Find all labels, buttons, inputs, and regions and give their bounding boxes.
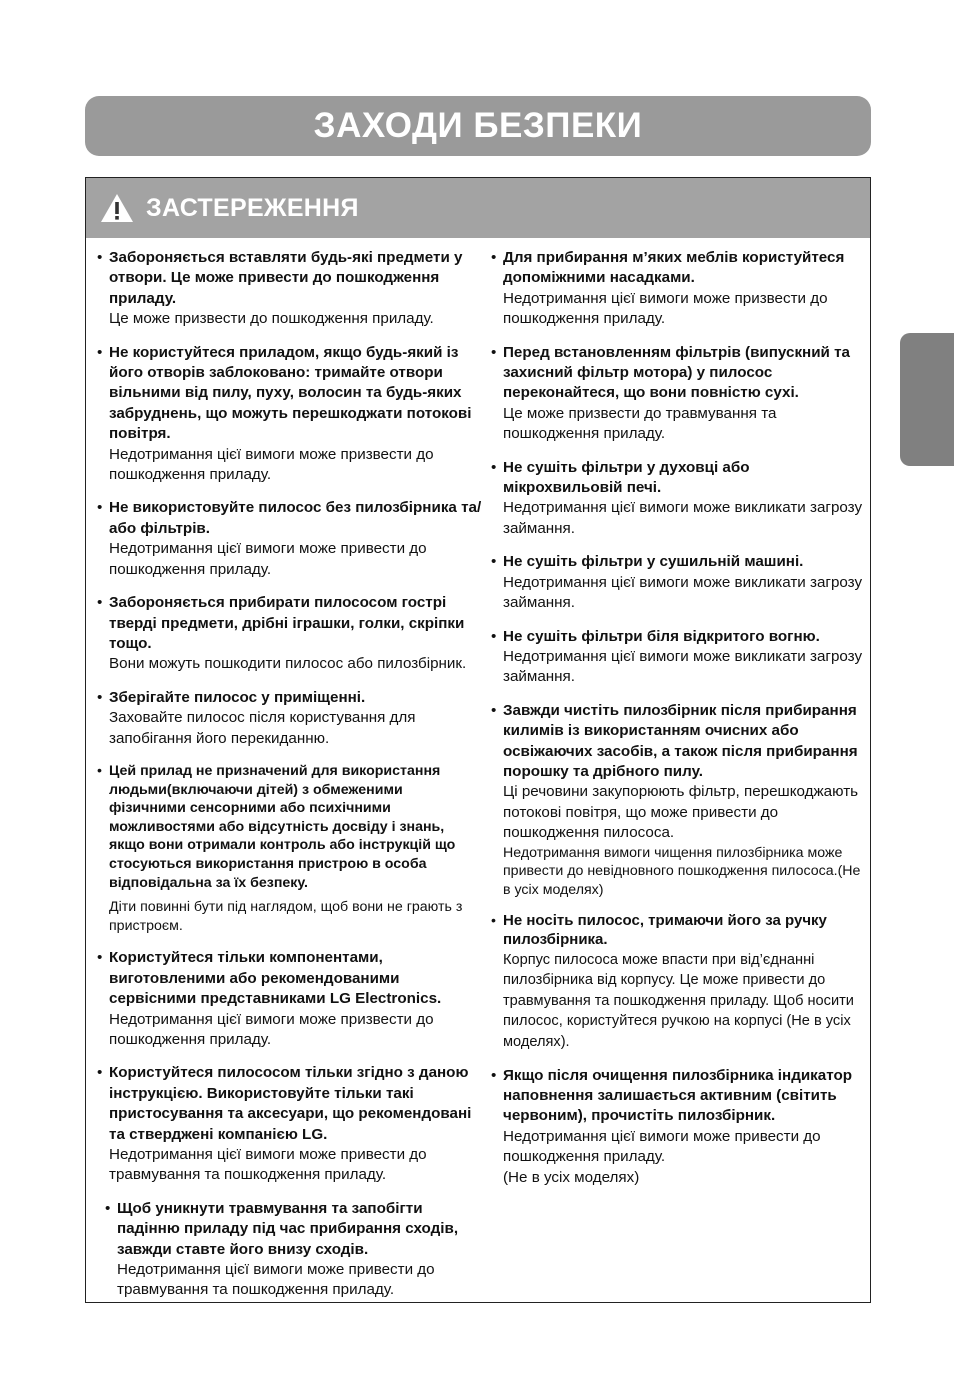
item-bold: • Для прибирання м’яких меблів користуйтеся допоміжними насадками. [503, 249, 845, 287]
item-text: (Не в усіх моделях) [503, 1168, 640, 1186]
list-item [97, 688, 482, 749]
item-bold: • Користуйтеся тільки компонентами, виготовленими або рекомендованими сервісними представниками LG Electronics. [109, 949, 442, 1008]
list-item [491, 701, 867, 900]
item-text: Недотримання цієї вимоги може привести до травмування та пошкодження приладу. [117, 1260, 435, 1299]
item-bold: • Не сушіть фільтри у сушильній машині. [503, 553, 804, 571]
item-bold: • Не користуйтеся приладом, якщо будь-який із його отворів заблоковано: тримайте отвори вільними від пилу, пуху, волосин та будь-яких забруднень, що можуть перешкоджати потокові повітря. [109, 343, 472, 443]
item-text: Це може призвести до травмування та пошкодження приладу. [503, 404, 777, 443]
item-bold: • Не носіть пилосос, тримаючи його за ручку пилозбірника. [503, 912, 827, 948]
section-title: ЗАСТЕРЕЖЕННЯ [146, 193, 359, 222]
item-text: Недотримання цієї вимоги може викликати загрозу займання. [503, 647, 863, 686]
item-bold: • Забороняється вставляти будь-які предмети у отвори. Це може привести до пошкодження приладу. [109, 249, 463, 307]
item-bold: • Забороняється прибирати пилососом гострі тверді предмети, дрібні іграшки, голки, скріпки тощо. [109, 594, 465, 652]
item-text: Недотримання цієї вимоги може призвести до пошкодження приладу. [503, 289, 828, 328]
item-text: Заховайте пилосос після користування для запобігання його перекиданню. [109, 709, 416, 747]
list-item [491, 458, 867, 540]
list-item [491, 1066, 867, 1188]
side-tab [900, 333, 954, 466]
item-text: Недотримання цієї вимоги може викликати загрозу займання. [503, 573, 863, 612]
item-text: Недотримання цієї вимоги може викликати загрозу займання. [503, 499, 863, 537]
list-item [97, 593, 482, 675]
list-item [491, 912, 867, 1052]
item-bold: • Користуйтеся пилососом тільки згідно з даною інструкцією. Використовуйте тільки такі пристосування та аксесуари, що рекомендовані та стверджені компанією LG. [109, 1064, 472, 1143]
right-column [491, 248, 867, 1201]
item-bold: • Перед встановленням фільтрів (випускний та захисний фільтр мотора) у пилосос переконайтеся, що вони повністю сухі. [503, 343, 850, 402]
item-text: Недотримання цієї вимоги може привести до пошкодження приладу. [109, 540, 427, 578]
item-text: Вони можуть пошкодити пилосос або пилозбірник. [109, 655, 467, 673]
page-title-bar [85, 96, 871, 156]
list-item [97, 343, 482, 486]
page-title: ЗАХОДИ БЕЗПЕКИ [313, 106, 643, 145]
list-item [491, 343, 867, 445]
item-bold: • Не сушіть фільтри у духовці або мікрохвильовій печі. [503, 458, 750, 497]
item-text: Недотримання цієї вимоги може призвести до пошкодження приладу. [109, 1010, 434, 1048]
left-column [97, 248, 482, 1314]
list-item [105, 1199, 482, 1301]
list-item [491, 552, 867, 613]
item-bold: • Щоб уникнути травмування та запобігти падінню приладу під час прибирання сходів, завжди ставте його внизу сходів. [117, 1199, 459, 1258]
item-text: Це може призвести до пошкодження приладу. [109, 310, 434, 328]
caution-header [86, 178, 870, 238]
item-bold: • Цей прилад не призначений для використання людьми(включаючи дітей) з обмеженими фізичними сенсорними або психічними можливостями або відсутність досвіду і знань, якщо вони отримали контроль або інструкцій що стосуються використання пристрою в особа відповідальна за їх безпеку. [109, 762, 456, 891]
list-item [97, 498, 482, 580]
item-bold: • Не сушіть фільтри біля відкритого вогню. [503, 627, 820, 645]
list-item [97, 248, 482, 330]
list-item [97, 762, 482, 935]
item-text: Ці речовини закупорюють фільтр, перешкоджають потокові повітря, що може привести до пошкодження пилососа. [503, 783, 859, 842]
item-text: Недотримання цієї вимоги може призвести до пошкодження приладу. [109, 445, 434, 484]
item-text: Недотримання цієї вимоги може привести до травмування та пошкодження приладу. [109, 1145, 427, 1184]
list-item [97, 948, 482, 1050]
item-text: Недотримання вимоги чищення пилозбірника може привести до невідновного пошкодження пилососа.(Не в усіх моделях) [503, 844, 861, 898]
list-item [97, 1063, 482, 1185]
item-text: Корпус пилососа може впасти при від’єднанні пилозбірника від корпусу. Це може привести до травмування та пошкодження приладу. Щоб носити пилосос, користуйтеся ручкою на корпусі (Не в усіх моделях). [503, 951, 854, 1050]
list-item [491, 627, 867, 688]
warning-triangle-icon [100, 193, 134, 223]
list-item [491, 248, 867, 330]
item-bold: • Якщо після очищення пилозбірника індикатор наповнення залишається активним (світить червоним), прочистіть пилозбірник. [503, 1066, 853, 1125]
item-text: Недотримання цієї вимоги може привести до пошкодження приладу. [503, 1127, 821, 1166]
item-bold: • Зберігайте пилосос у приміщенні. [109, 688, 366, 706]
item-text: Діти повинні бути під наглядом, щоб вони не грають з пристроєм. [109, 899, 463, 934]
item-bold: • Завжди чистіть пилозбірник після прибирання килимів із використанням очисних або освіжаючих засобів, а також після прибирання порошку та дрібного пилу. [503, 701, 858, 780]
item-bold: • Не використовуйте пилосос без пилозбірника та/або фільтрів. [109, 499, 482, 537]
